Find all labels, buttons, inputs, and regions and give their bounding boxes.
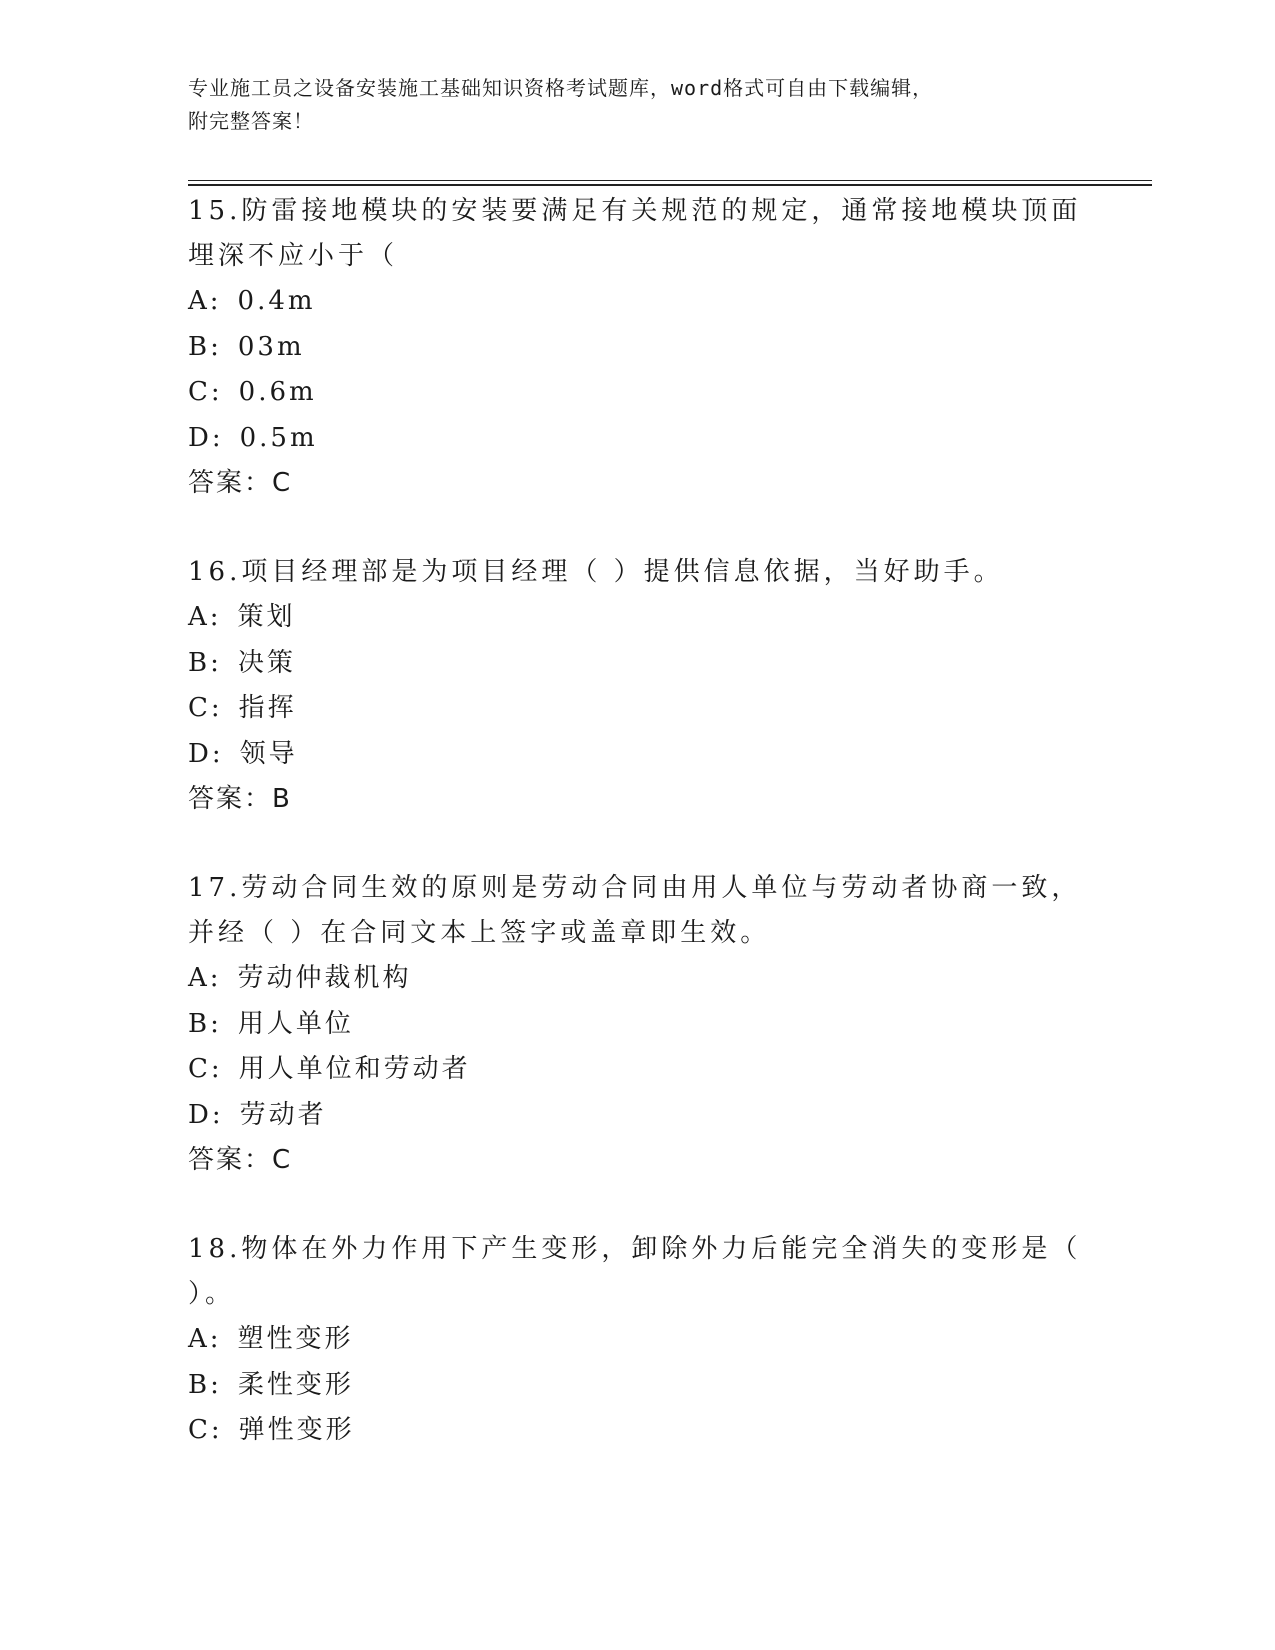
option-key: A:	[188, 1324, 222, 1354]
option-value: 决策	[237, 647, 296, 678]
option-a	[188, 1317, 1088, 1363]
option-value: 0.4m	[237, 286, 316, 316]
option-a	[188, 279, 1088, 325]
option-key: C:	[188, 693, 223, 723]
option-key: D:	[188, 422, 224, 453]
option-value: 劳动者	[239, 1099, 327, 1130]
option-value: 0.5m	[239, 422, 318, 453]
answer-line: 答案：C	[188, 1145, 293, 1175]
option-a	[188, 956, 1088, 1002]
option-value: 塑性变形	[237, 1324, 354, 1354]
option-key: B:	[188, 331, 222, 362]
question-text: 18.物体在外力作用下产生变形，卸除外力后能完全消失的变形是（ ）。	[188, 1234, 1082, 1309]
option-b	[188, 1002, 1088, 1048]
header-divider-thin	[188, 180, 1152, 181]
answer-line: 答案：C	[188, 468, 293, 498]
answer-line: 答案：B	[188, 784, 292, 814]
option-value: 劳动仲裁机构	[237, 963, 412, 993]
option-value: 弹性变形	[238, 1415, 355, 1445]
option-value: 用人单位和劳动者	[238, 1054, 471, 1084]
option-d	[188, 416, 1088, 462]
option-key: B:	[188, 1369, 222, 1400]
option-key: A:	[188, 963, 222, 993]
option-value: 策划	[237, 602, 296, 632]
option-key: B:	[188, 647, 222, 678]
option-key: C:	[188, 1054, 223, 1084]
header-divider-thick	[188, 184, 1152, 186]
option-a	[188, 595, 1088, 641]
option-key: B:	[188, 1008, 222, 1039]
option-c	[188, 1047, 1088, 1093]
option-b	[188, 1363, 1088, 1409]
option-d	[188, 732, 1088, 778]
option-value: 用人单位	[237, 1008, 354, 1039]
header-line-2: 附完整答案！	[188, 109, 314, 133]
option-key: A:	[188, 286, 222, 316]
question-16	[188, 550, 1088, 822]
option-key: C:	[188, 377, 223, 407]
question-18	[188, 1227, 1088, 1454]
question-text: 17.劳动合同生效的原则是劳动合同由用人单位与劳动者协商一致，并经（ ）在合同文本上签字或盖章即生效。	[188, 873, 1082, 948]
option-b	[188, 641, 1088, 687]
option-c	[188, 370, 1088, 416]
option-key: D:	[188, 738, 224, 769]
option-key: C:	[188, 1415, 223, 1445]
option-value: 柔性变形	[237, 1369, 354, 1400]
question-17	[188, 866, 1088, 1183]
question-text: 16.项目经理部是为项目经理（ ）提供信息依据，当好助手。	[188, 557, 1004, 587]
option-value: 03m	[237, 331, 305, 362]
option-c	[188, 686, 1088, 732]
header-line-1: 专业施工员之设备安装施工基础知识资格考试题库，word格式可自由下载编辑，	[188, 76, 934, 100]
option-d	[188, 1093, 1088, 1139]
document-header	[188, 72, 1068, 138]
option-b	[188, 325, 1088, 371]
question-list	[188, 189, 1088, 1498]
question-text: 15.防雷接地模块的安装要满足有关规范的规定，通常接地模块顶面埋深不应小于（	[188, 196, 1082, 271]
option-value: 领导	[239, 738, 298, 769]
option-key: D:	[188, 1099, 224, 1130]
option-value: 0.6m	[238, 377, 317, 407]
option-key: A:	[188, 602, 222, 632]
option-c	[188, 1408, 1088, 1454]
option-value: 指挥	[238, 693, 297, 723]
question-15	[188, 189, 1088, 506]
